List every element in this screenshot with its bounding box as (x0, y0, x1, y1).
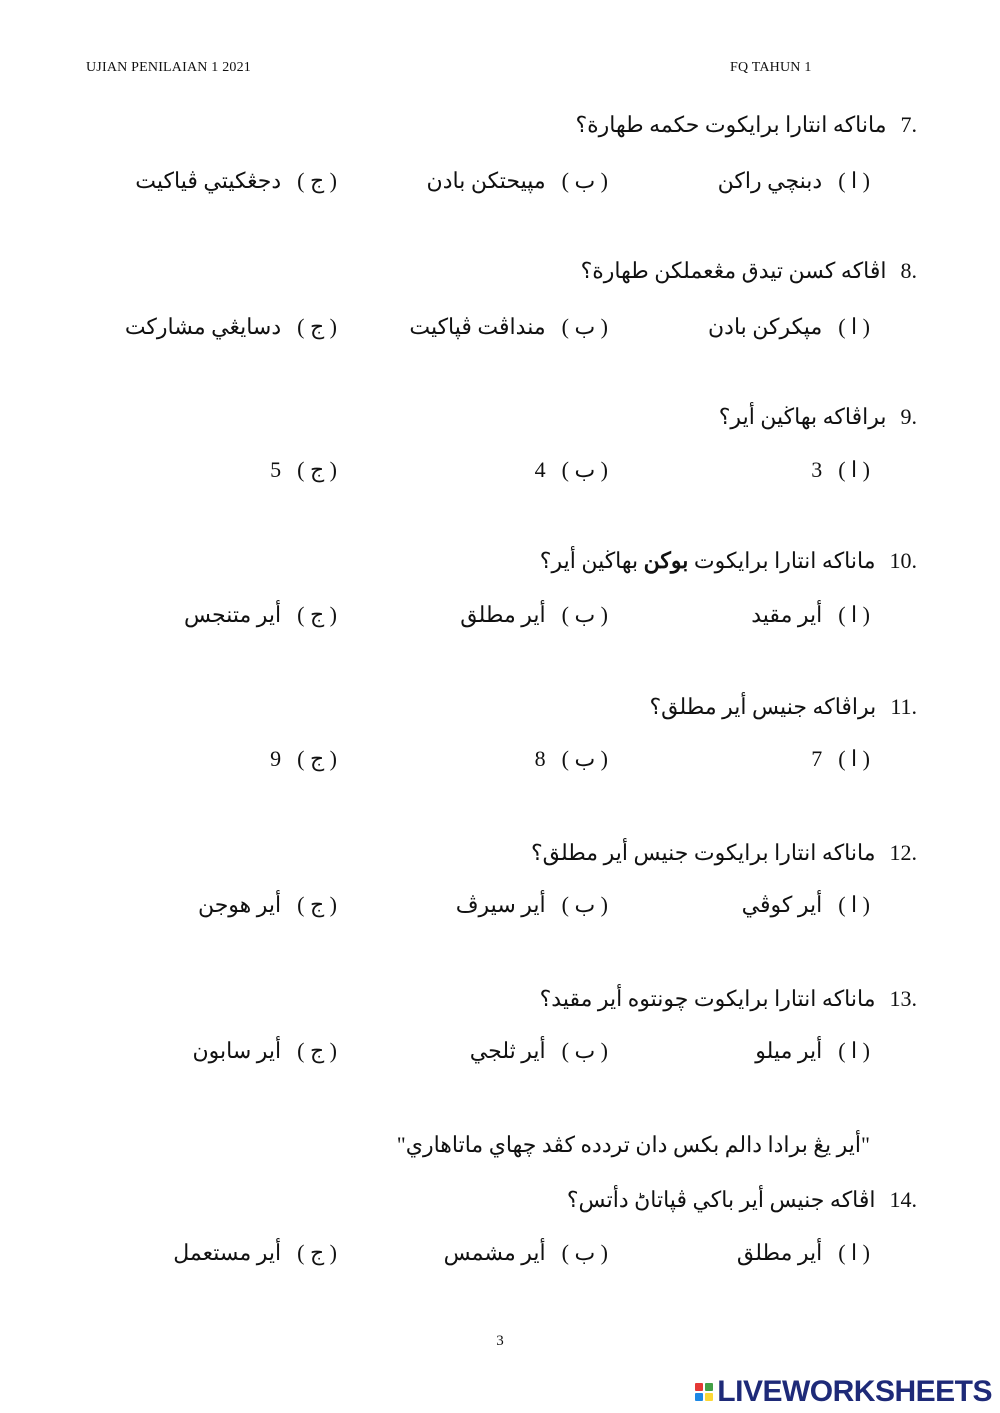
question-11 (60, 692, 917, 722)
option-label: ( ا ) (838, 1240, 870, 1265)
question-13 (60, 984, 917, 1014)
option-b[interactable] (427, 166, 608, 196)
question-number: 9. (900, 404, 917, 429)
option-b[interactable] (470, 1036, 608, 1066)
option-label: ( ا ) (838, 602, 870, 627)
option-label: ( ا ) (838, 314, 870, 339)
logo-mark-icon (695, 1383, 713, 1401)
option-a[interactable] (742, 890, 870, 920)
question-number: 13. (889, 986, 917, 1011)
option-text: أير ثلجي (469, 1038, 546, 1063)
option-a[interactable] (708, 312, 870, 342)
option-label: ( ب ) (561, 1038, 608, 1063)
option-a[interactable] (811, 455, 870, 485)
option-text: 9 (270, 746, 282, 771)
question-10 (60, 546, 917, 576)
option-label: ( ب ) (561, 168, 608, 193)
option-b[interactable] (535, 744, 608, 774)
option-c[interactable] (173, 1238, 337, 1268)
logo-text: LIVEWORKSHEETS (717, 1375, 992, 1408)
option-text: 8 (534, 746, 546, 771)
option-text: 7 (811, 746, 823, 771)
page-number: 3 (496, 1333, 504, 1349)
question-text: بهاڬين أير؟ (539, 548, 639, 573)
logo-square (695, 1393, 703, 1401)
option-text: أير مطلق (460, 602, 546, 627)
option-text: دسايڠي مشاركت (124, 314, 282, 339)
option-text: أير سابون (192, 1038, 282, 1063)
question-9 (60, 402, 917, 432)
option-text: أير ميلو (755, 1038, 823, 1063)
option-text: أير مطلق (736, 1240, 823, 1265)
question-14-quote: "أير يڠ برادا دالم بكس دان ترددە كڤد چهاي ماتاهاري" (396, 1132, 870, 1157)
question-emphasis: بوكن (643, 548, 689, 573)
question-text: ماناكه انتارا برايكوت حكمه طهارة؟ (575, 112, 887, 137)
question-text: ماناكه انتارا برايكوت (693, 548, 876, 573)
question-text: اڤاكه كسن تيدق مڠعملكن طهارة؟ (580, 258, 887, 283)
option-label: ( ج ) (297, 746, 337, 771)
option-a[interactable] (718, 166, 870, 196)
option-text: أير مشمس (443, 1240, 546, 1265)
option-label: ( ب ) (561, 1240, 608, 1265)
option-c[interactable] (135, 166, 337, 196)
option-label: ( ب ) (561, 314, 608, 339)
question-text: ماناكه انتارا برايكوت جنيس أير مطلق؟ (530, 840, 876, 865)
option-label: ( ا ) (838, 457, 870, 482)
option-label: ( ج ) (297, 314, 337, 339)
question-number: 10. (889, 548, 917, 573)
option-text: أير متنجس (183, 602, 282, 627)
option-text: دجڠكيتي ڤياكيت (135, 168, 282, 193)
logo-square (705, 1383, 713, 1391)
logo-square (705, 1393, 713, 1401)
option-text: أير سيرڤ (455, 892, 546, 917)
option-b[interactable] (460, 600, 608, 630)
question-14 (60, 1185, 917, 1215)
option-text: 4 (534, 457, 546, 482)
option-text: دبنچي راكن (717, 168, 823, 193)
question-text: اڤاكه جنيس أير باكي ڤپاتاڻ دأتس؟ (566, 1187, 876, 1212)
option-b[interactable] (409, 312, 608, 342)
option-text: مپكرکن بادن (708, 314, 823, 339)
option-label: ( ا ) (838, 1038, 870, 1063)
option-c[interactable] (184, 600, 337, 630)
option-b[interactable] (444, 1238, 608, 1268)
option-a[interactable] (751, 600, 870, 630)
option-label: ( ج ) (297, 1240, 337, 1265)
option-text: 5 (270, 457, 282, 482)
option-c[interactable] (192, 1036, 337, 1066)
liveworksheets-logo[interactable] (695, 1375, 992, 1409)
option-b[interactable] (535, 455, 608, 485)
option-label: ( ج ) (297, 892, 337, 917)
question-8 (60, 256, 917, 286)
option-text: مپيحتكن بادن (426, 168, 546, 193)
option-a[interactable] (811, 744, 870, 774)
question-text: براڤاكه جنيس أير مطلق؟ (649, 694, 877, 719)
option-c[interactable] (270, 455, 337, 485)
option-c[interactable] (198, 890, 337, 920)
question-number: 14. (889, 1187, 917, 1212)
option-label: ( ب ) (561, 602, 608, 627)
option-text: منداڤت ڤپاكيت (409, 314, 546, 339)
option-label: ( ج ) (297, 168, 337, 193)
option-text: أير كوڤي (741, 892, 823, 917)
option-label: ( ا ) (838, 746, 870, 771)
option-label: ( ج ) (297, 602, 337, 627)
option-a[interactable] (755, 1036, 870, 1066)
option-label: ( ج ) (297, 457, 337, 482)
logo-square (695, 1383, 703, 1391)
option-label: ( ج ) (297, 1038, 337, 1063)
option-text: أير مقيد (751, 602, 823, 627)
question-number: 11. (890, 694, 917, 719)
question-number: 12. (889, 840, 917, 865)
option-c[interactable] (125, 312, 337, 342)
option-label: ( ا ) (838, 168, 870, 193)
option-label: ( ب ) (561, 457, 608, 482)
header-left-text: UJIAN PENILAIAN 1 2021 (86, 60, 251, 75)
option-a[interactable] (737, 1238, 870, 1268)
question-text: براڤاكه بهاڬين أير؟ (718, 404, 887, 429)
option-label: ( ب ) (561, 892, 608, 917)
question-number: 7. (900, 112, 917, 137)
question-7 (60, 110, 917, 140)
option-text: أير مستعمل (173, 1240, 282, 1265)
question-number: 8. (900, 258, 917, 283)
option-text: 3 (811, 457, 823, 482)
option-label: ( ب ) (561, 746, 608, 771)
question-text: ماناكه انتارا برايكوت چونتوه أير مقيد؟ (539, 986, 876, 1011)
option-text: أير هوجن (197, 892, 282, 917)
option-b[interactable] (456, 890, 608, 920)
option-c[interactable] (270, 744, 337, 774)
option-label: ( ا ) (838, 892, 870, 917)
question-12 (60, 838, 917, 868)
header-right-text: FQ TAHUN 1 (730, 60, 812, 75)
